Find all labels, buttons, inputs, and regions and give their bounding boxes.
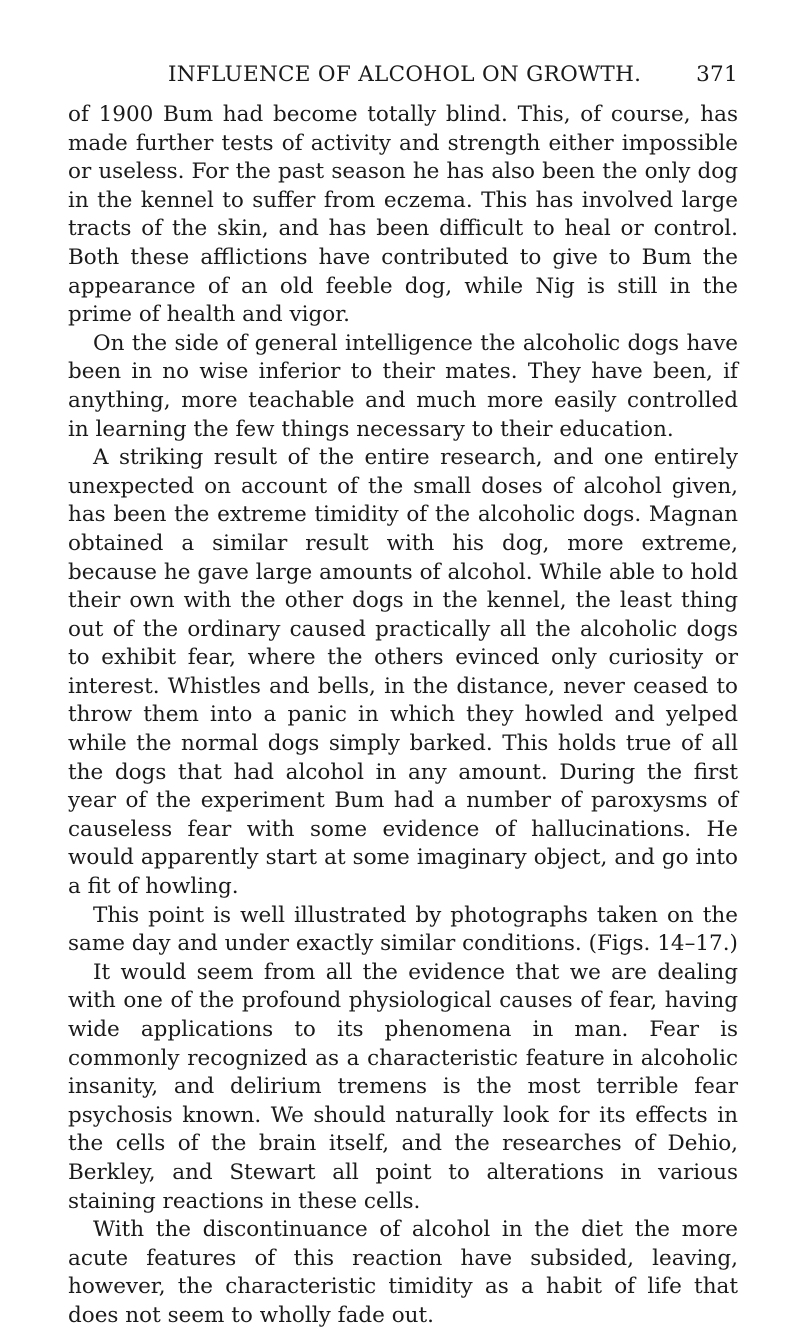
book-page xyxy=(68,62,738,1331)
page-number: 371 xyxy=(696,62,738,87)
paragraph-continued: of 1900 Bum had become totally blind. This, of course, has made further tests of activity and strength either impossible or useless. For the past season he has also been the only dog in the kennel to suffer from eczema. This has involved large tracts of the skin, and has been difficult to heal or control. Both these afflictions have contributed to give to Bum the appearance of an old feeble dog, while Nig is still in the prime of health and vigor. xyxy=(68,102,738,328)
running-head xyxy=(68,62,738,87)
paragraph-timidity: A striking result of the entire research, and one entirely unexpected on account of the small doses of alcohol given, has been the extreme timidity of the alcoholic dogs. Magnan obtained a similar result with his dog, more extreme, because he gave large amounts of alcohol. While able to hold their own with the other dogs in the kennel, the least thing out of the ordinary caused practically all the alcoholic dogs to exhibit fear, where the others evinced only curiosity or interest. Whistles and bells, in the distance, never ceased to throw them into a panic in which they howled and yelped while the normal dogs simply barked. This holds true of all the dogs that had alcohol in any amount. During the first year of the experiment Bum had a number of paroxysms of causeless fear with some evidence of hallucinations. He would apparently start at some imaginary object, and go into a fit of howling. xyxy=(68,445,738,900)
body-text xyxy=(68,101,738,1331)
paragraph-photographs: This point is well illustrated by photographs taken on the same day and under exactly similar conditions. (Figs. 14–17.) xyxy=(68,902,738,957)
paragraph-intelligence: On the side of general intelligence the alcoholic dogs have been in no wise inferior to their mates. They have been, if anything, more teachable and much more easily controlled in learning the few things necessary to their education. xyxy=(68,330,738,442)
running-title: INFLUENCE OF ALCOHOL ON GROWTH. xyxy=(168,62,642,87)
paragraph-discontinuance: With the discontinuance of alcohol in the diet the more acute features of this reaction have subsided, leaving, however, the characteristic timidity as a habit of life that does not seem to wholly fade out. xyxy=(68,1217,738,1328)
paragraph-fear-causes: It would seem from all the evidence that we are dealing with one of the profound physiological causes of fear, having wide applications to its phenomena in man. Fear is commonly recognized as a characteristic feature in alcoholic insanity, and delirium tremens is the most terrible fear psychosis known. We should naturally look for its effects in the cells of the brain itself, and the researches of Dehio, Berkley, and Stewart all point to alterations in various staining reactions in these cells. xyxy=(68,959,738,1214)
